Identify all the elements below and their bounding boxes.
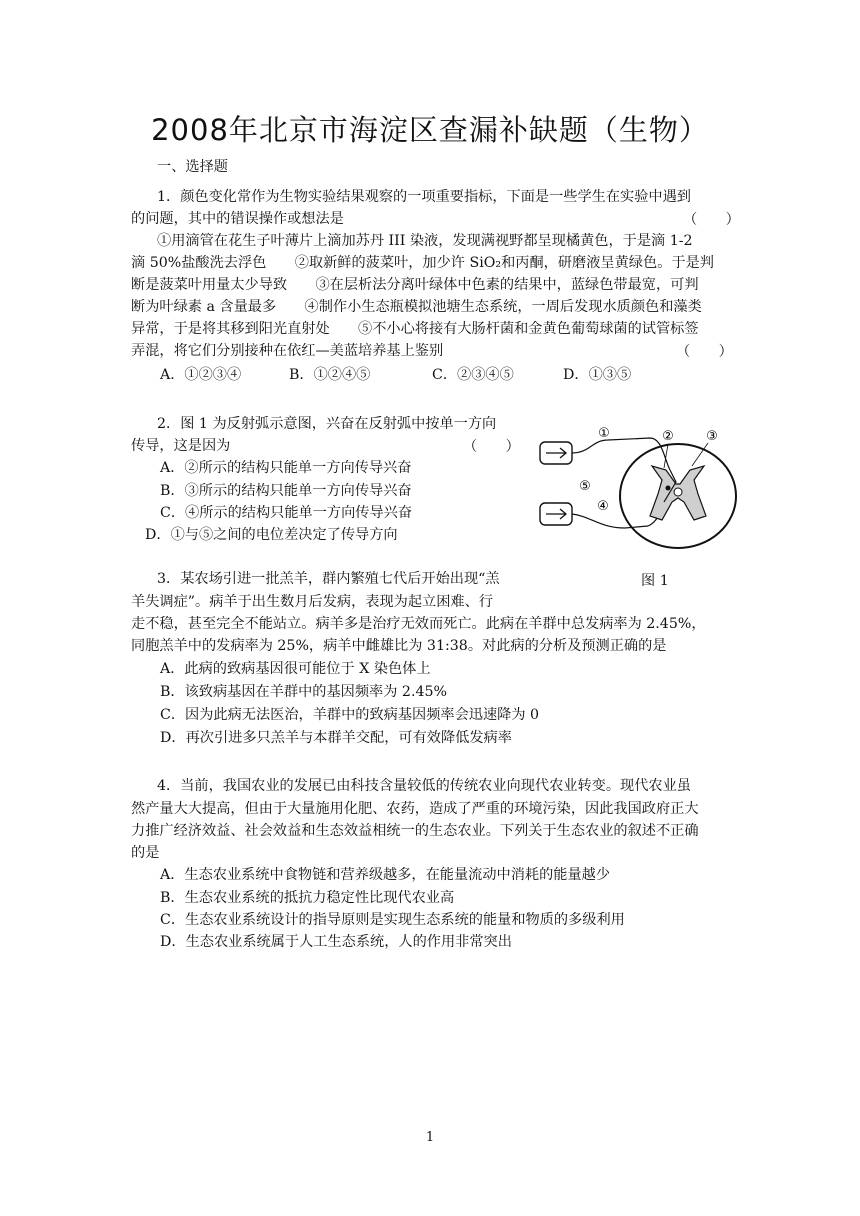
page-number: 1 xyxy=(425,1130,435,1145)
svg-text:②: ② xyxy=(662,429,674,444)
label-1 xyxy=(597,426,612,442)
q1-answer-paren: （ ） xyxy=(683,212,740,228)
q1-line-5: 断是菠菜叶用量太少导致 ③在层析法分离叶绿体中色素的结果中，蓝绿色带最宽，可判 xyxy=(131,277,699,293)
svg-text:①: ① xyxy=(598,426,610,441)
q3-option-c: C．因为此病无法医治，羊群中的致病基因频率会迅速降为 0 xyxy=(160,707,540,723)
q4-option-c: C．生态农业系统设计的指导原则是实现生态系统的能量和物质的多级利用 xyxy=(160,912,625,928)
svg-text:③: ③ xyxy=(706,429,718,444)
q2-option-a: A．②所示的结构只能单一方向传导兴奋 xyxy=(160,460,412,476)
q1-line-4: 滴 50%盐酸洗去浮色 ②取新鲜的菠菜叶，加少许 SiO₂和丙酮，研磨液呈黄绿色。于是判 xyxy=(131,255,714,271)
q3-line-1: 3．某农场引进一批羔羊，群内繁殖七代后开始出现“羔 xyxy=(157,571,500,587)
q4-line-3: 力推广经济效益、社会效益和生态效益相统一的生态农业。下列关于生态农业的叙述不正确 xyxy=(131,823,699,839)
q2-option-b: B．③所示的结构只能单一方向传导兴奋 xyxy=(160,483,412,499)
q2-option-d: D．①与⑤之间的电位差决定了传导方向 xyxy=(145,527,398,543)
q4-line-2: 然产量大大提高，但由于大量施用化肥、农药，造成了严重的环境污染，因此我国政府正大 xyxy=(131,801,699,817)
label-2 xyxy=(661,429,676,469)
document-title: 2008年北京市海淀区查漏补缺题（生物） xyxy=(151,113,709,147)
q3-option-a: A．此病的致病基因很可能位于 X 染色体上 xyxy=(160,661,431,677)
figure-caption: 图 1 xyxy=(641,573,669,589)
q2-answer-paren: （ ） xyxy=(463,439,520,455)
q1-line-2: 的问题，其中的错误操作或想法是 xyxy=(131,211,344,227)
q1-option-c: C．②③④⑤ xyxy=(432,367,514,383)
svg-text:④: ④ xyxy=(597,499,609,514)
q4-option-a: A．生态农业系统中食物链和营养级越多，在能量流动中消耗的能量越少 xyxy=(160,867,611,883)
svg-text:⑤: ⑤ xyxy=(579,479,591,494)
q1-option-b: B．①②④⑤ xyxy=(289,367,371,383)
q1-line-6: 断为叶绿素 a 含量最多 ④制作小生态瓶模拟池塘生态系统，一周后发现水质颜色和藻类 xyxy=(131,299,702,315)
label-5 xyxy=(578,479,593,495)
q2-line-2: 传导，这是因为 xyxy=(131,438,231,454)
interneuron-icon xyxy=(666,486,671,491)
q3-option-b: B．该致病基因在羊群中的基因频率为 2.45% xyxy=(160,684,448,700)
q1-line-8: 弄混，将它们分别接种在依红—美蓝培养基上鉴别 xyxy=(131,343,444,359)
q2-line-1: 2．图 1 为反射弧示意图，兴奋在反射弧中按单一方向 xyxy=(157,416,497,432)
reflex-arc-figure xyxy=(530,418,740,553)
q4-line-4: 的是 xyxy=(131,845,160,861)
q4-option-d: D．生态农业系统属于人工生态系统，人的作用非常突出 xyxy=(160,934,512,950)
afferent-nerve xyxy=(572,438,670,470)
q3-option-d: D．再次引进多只羔羊与本群羊交配，可有效降低发病率 xyxy=(160,730,512,746)
section-heading: 一、选择题 xyxy=(157,159,228,175)
central-canal xyxy=(674,488,682,496)
q4-line-1: 4．当前，我国农业的发展已由科技含量较低的传统农业向现代农业转变。现代农业虽 xyxy=(157,778,691,794)
q1-option-a: A．①②③④ xyxy=(160,367,242,383)
q1-line-7: 异常，于是将其移到阳光直射处 ⑤不小心将接有大肠杆菌和金黄色葡萄球菌的试管标签 xyxy=(131,321,699,337)
q2-option-c: C．④所示的结构只能单一方向传导兴奋 xyxy=(160,505,413,521)
q4-option-b: B．生态农业系统的抵抗力稳定性比现代农业高 xyxy=(160,890,455,906)
label-4 xyxy=(596,499,611,515)
q1-answer-paren-2: （ ） xyxy=(676,344,733,360)
q1-line-3: ①用滴管在花生子叶薄片上滴加苏丹 III 染液，发现满视野都呈现橘黄色，于是滴 1-2 xyxy=(157,233,693,249)
effector-arrow xyxy=(546,509,566,519)
q1-option-d: D．①③⑤ xyxy=(563,367,632,383)
receptor-arrow xyxy=(546,448,566,458)
q3-line-4: 同胞羔羊中的发病率为 25%，病羊中雌雄比为 31:38。对此病的分析及预测正确的是 xyxy=(131,638,667,654)
q3-line-2: 羊失调症”。病羊于出生数月后发病，表现为起立困难、行 xyxy=(131,594,493,610)
q1-line-1: 1．颜色变化常作为生物实验结果观察的一项重要指标，下面是一些学生在实验中遇到 xyxy=(157,189,691,205)
q3-line-3: 走不稳，甚至完全不能站立。病羊多是治疗无效而死亡。此病在羊群中总发病率为 2.45%， xyxy=(131,616,706,632)
